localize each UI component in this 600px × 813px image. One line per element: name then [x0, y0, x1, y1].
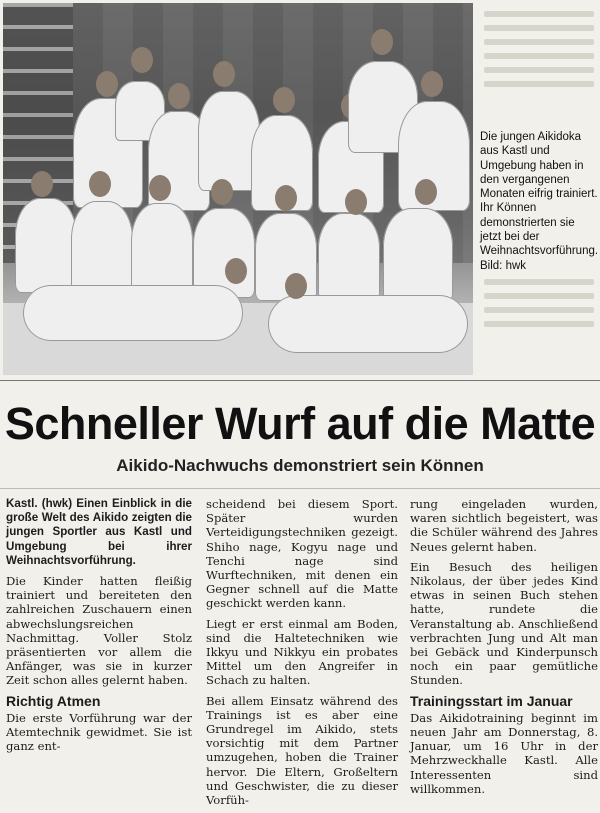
child-head: [213, 61, 235, 87]
article-paragraph: Die erste Vorführung war der Atemtechnik gewidmet. Sie ist ganz ent-: [6, 710, 192, 754]
child-head: [211, 179, 233, 205]
article-column-1: [6, 497, 192, 759]
article-subhead: Trainingsstart im Januar: [410, 692, 573, 709]
child-figure-lying: [268, 295, 468, 353]
child-head: [273, 87, 295, 113]
article-paragraph: Liegt er erst einmal am Boden, sind die Haltetechniken wie Ikkyu und Nikkyu ein probates Mittel um den Angreifer in Schach zu halten.: [206, 616, 398, 688]
child-head: [225, 258, 247, 284]
caption-text: Die jungen Aikidoka aus Kastl und Umgebung haben in den vergangenen Monaten eifrig trainiert. Ihr Können demonstrierten sie jetzt bei der Weihnachtsvorführung.: [480, 131, 599, 258]
article-paragraph: Die Kinder hatten fleißig trainiert und bereiteten den zahlreichen Zuschauern einen abwechslungsreichen Nachmittag. Voller Stolz präsentierten vor allem die Anfänger, was sie in kurzer Zeit schon alles gelernt haben.: [6, 574, 192, 688]
article-paragraph: Das Aikidotraining beginnt im neuen Jahr am Donnerstag, 8. Januar, um 16 Uhr in der Mehrzweckhalle Kastl. Alle Interessenten sind willkommen.: [410, 710, 598, 796]
child-figure: [131, 203, 193, 298]
article-paragraph: Ein Besuch des heiligen Nikolaus, der über jedes Kind etwas in seinen Buch stehen hatte, rundete die Veranstaltung ab. Anschließend verbrachten Jung und Alt man bei Gebäck und Kinderpunsch noch ein paar gemütliche Stunden.: [410, 559, 598, 688]
child-head: [415, 179, 437, 205]
divider: [0, 488, 600, 489]
child-figure-lying: [23, 285, 243, 341]
photo-caption: [480, 128, 598, 275]
divider: [0, 380, 600, 381]
child-head: [89, 171, 111, 197]
child-head: [131, 47, 153, 73]
photo-credit: Bild: hwk: [480, 259, 527, 272]
child-head: [275, 185, 297, 211]
child-head: [285, 273, 307, 299]
child-head: [149, 175, 171, 201]
child-head: [421, 71, 443, 97]
child-head: [168, 83, 190, 109]
article-column-3: [410, 497, 598, 802]
article-column-2: [206, 497, 398, 813]
trainer-head: [371, 29, 393, 55]
child-head: [345, 189, 367, 215]
article-lead: Kastl. (hwk) Einen Einblick in die große Welt des Aikido zeigten die jungen Sportler aus Kastl und Umgebung bei ihrer Weihnachtsvorführung.: [6, 497, 192, 567]
child-figure: [15, 198, 77, 293]
child-figure: [383, 208, 453, 303]
child-head: [31, 171, 53, 197]
article-subheadline: Aikido-Nachwuchs demonstriert sein Können: [116, 456, 484, 475]
group-photo: [3, 3, 473, 375]
article-paragraph: scheidend bei diesem Sport. Später wurden Verteidigungstechniken gezeigt. Shiho nage, Kogyu nage und Tenchi nage sind Wurftechniken, mit denen ein Gegner schnell auf die Matte geschickt werden kann.: [206, 497, 398, 611]
article-headline: Schneller Wurf auf die Matte: [4, 398, 596, 449]
article-paragraph: Bei allem Einsatz während des Trainings ist es aber eine Grundregel im Aikido, stets vorsichtig mit dem Partner umzugehen, hoben die Trainer hervor. Die Eltern, Großeltern und Geschwister, die zu dieser Vorfüh-: [206, 693, 398, 808]
article-subhead: Richtig Atmen: [6, 692, 101, 709]
child-head: [96, 71, 118, 97]
child-figure: [318, 213, 380, 301]
child-figure: [71, 201, 133, 296]
article-paragraph: rung eingeladen wurden, waren sichtlich begeistert, was die Schüler während des Jahres Neues gelernt haben.: [410, 497, 598, 554]
